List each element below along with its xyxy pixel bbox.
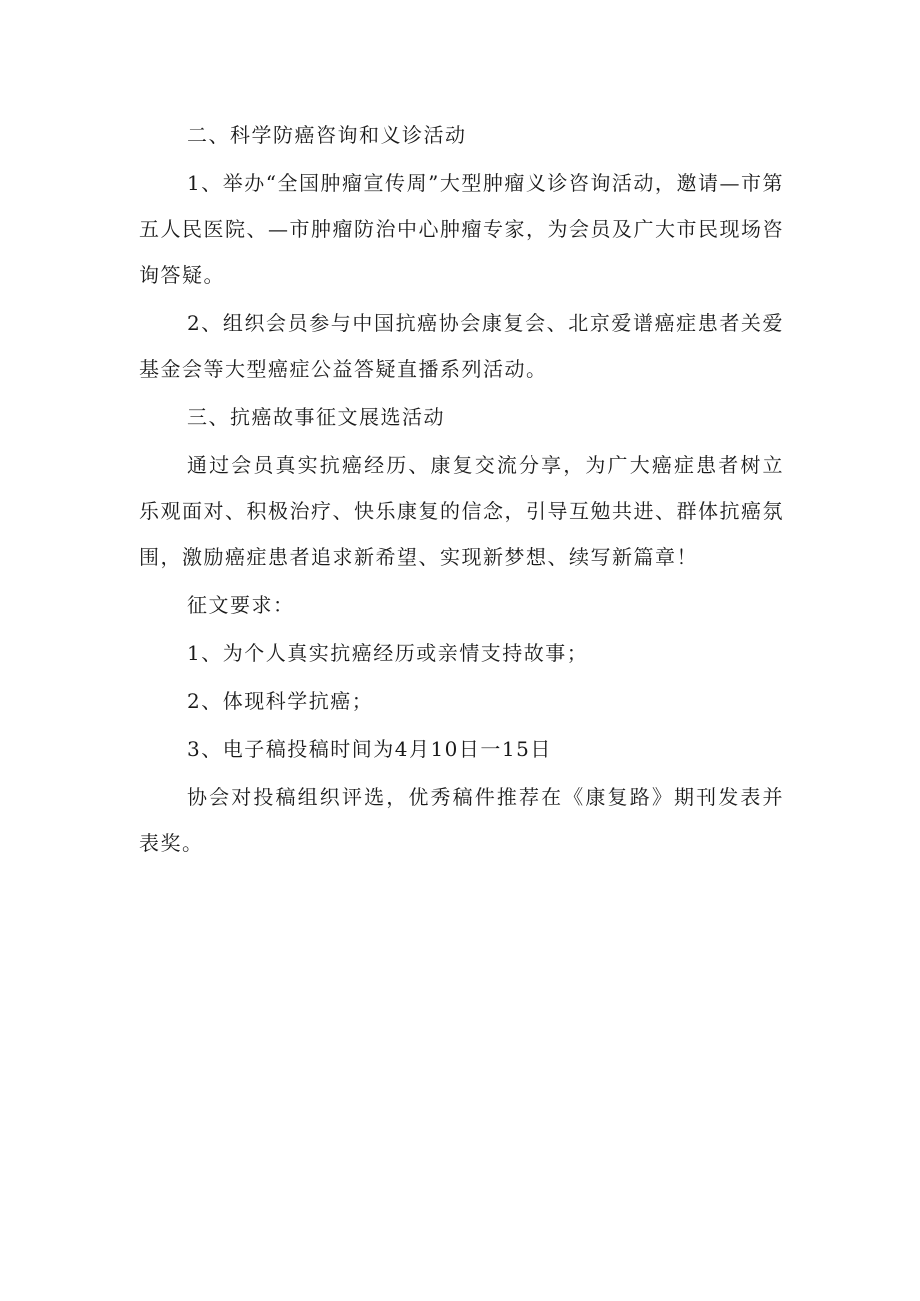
section-heading-science-consultation: 二、科学防癌咨询和义诊活动 <box>187 123 467 147</box>
paragraph-livestream-activities: 2、组织会员参与中国抗癌协会康复会、北京爱谱癌症患者关爱基金会等大型癌症公益答疑直播系列活动。 <box>139 311 784 381</box>
paragraph-essay-purpose: 通过会员真实抗癌经历、康复交流分享，为广大癌症患者树立乐观面对、积极治疗、快乐康复的信念，引导互勉共进、群体抗癌氛围，激励癌症患者追求新希望、实现新梦想、续写新篇章！ <box>139 453 784 569</box>
section-heading-essay-contest: 三、抗癌故事征文展选活动 <box>187 405 445 429</box>
paragraph-tumor-week-event: 1、举办“全国肿瘤宣传周”大型肿瘤义诊咨询活动，邀请—市第五人民医院、—市肿瘤防治中心肿瘤专家，为会员及广大市民现场咨询答疑。 <box>139 171 784 287</box>
list-item-requirement-3: 3、电子稿投稿时间为4月10日一15日 <box>187 737 552 761</box>
document-body <box>139 112 784 866</box>
paragraph-selection-award: 协会对投稿组织评选，优秀稿件推荐在《康复路》期刊发表并表奖。 <box>139 785 784 855</box>
list-item-requirement-1: 1、为个人真实抗癌经历或亲情支持故事； <box>187 641 589 665</box>
paragraph-essay-requirements-label: 征文要求： <box>187 593 295 617</box>
list-item-requirement-2: 2、体现科学抗癌； <box>187 689 374 713</box>
